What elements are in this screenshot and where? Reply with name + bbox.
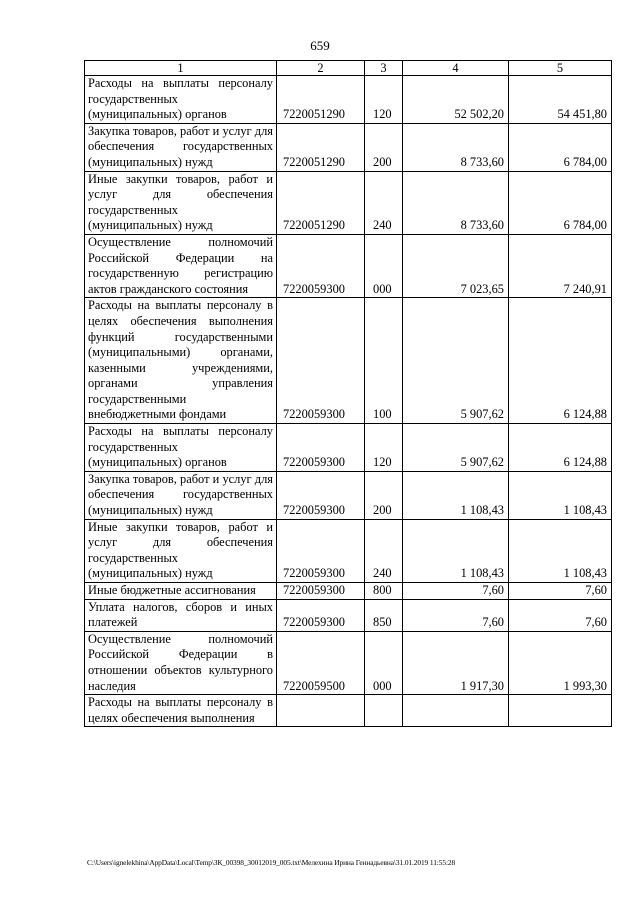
row-target-code: 7220059300 <box>277 424 365 472</box>
row-expense-type: 800 <box>365 583 403 600</box>
row-amount-year-2: 6 124,88 <box>509 298 612 424</box>
row-amount-year-1: 52 502,20 <box>403 76 509 124</box>
row-expense-type <box>365 695 403 727</box>
row-amount-year-1: 5 907,62 <box>403 298 509 424</box>
row-amount-year-1 <box>403 695 509 727</box>
row-amount-year-1: 8 733,60 <box>403 123 509 171</box>
row-expense-type: 200 <box>365 471 403 519</box>
table-row <box>85 519 612 582</box>
row-amount-year-1: 8 733,60 <box>403 171 509 234</box>
row-target-code: 7220051290 <box>277 123 365 171</box>
row-target-code: 7220059300 <box>277 599 365 631</box>
row-target-code: 7220059300 <box>277 583 365 600</box>
row-amount-year-1: 1 108,43 <box>403 471 509 519</box>
row-amount-year-2: 7,60 <box>509 599 612 631</box>
footer-file-path: C:\Users\ignelekhina\AppData\Local\Temp\ЗК_00398_30012019_005.txt\Мелехина Ирина Геннадьевна\31.01.2019 11:55:28 <box>87 858 456 867</box>
page-number: 659 <box>310 38 330 53</box>
row-amount-year-2: 1 108,43 <box>509 519 612 582</box>
row-expense-type: 240 <box>365 171 403 234</box>
row-target-code: 7220051290 <box>277 76 365 124</box>
table-row <box>85 424 612 472</box>
row-target-code <box>277 695 365 727</box>
row-target-code: 7220059300 <box>277 519 365 582</box>
table-row <box>85 171 612 234</box>
table-row <box>85 695 612 727</box>
header-col-1: 1 <box>85 61 277 76</box>
table-row <box>85 583 612 600</box>
table-row <box>85 631 612 694</box>
row-amount-year-1: 5 907,62 <box>403 424 509 472</box>
row-target-code: 7220059300 <box>277 471 365 519</box>
header-col-3: 3 <box>365 61 403 76</box>
row-name: Расходы на выплаты персоналу государственных (муниципальных) органов <box>85 76 277 124</box>
row-name: Расходы на выплаты персоналу в целях обеспечения выполнения <box>85 695 277 727</box>
row-expense-type: 120 <box>365 76 403 124</box>
row-amount-year-2: 1 993,30 <box>509 631 612 694</box>
row-name: Иные закупки товаров, работ и услуг для обеспечения государственных (муниципальных) нужд <box>85 171 277 234</box>
table-row <box>85 599 612 631</box>
row-amount-year-1: 1 108,43 <box>403 519 509 582</box>
row-expense-type: 240 <box>365 519 403 582</box>
row-amount-year-2: 6 784,00 <box>509 123 612 171</box>
row-target-code: 7220051290 <box>277 171 365 234</box>
table-row <box>85 123 612 171</box>
row-amount-year-2: 7 240,91 <box>509 234 612 297</box>
table-row <box>85 298 612 424</box>
row-amount-year-1: 7 023,65 <box>403 234 509 297</box>
row-name: Иные закупки товаров, работ и услуг для обеспечения государственных (муниципальных) нужд <box>85 519 277 582</box>
row-expense-type: 850 <box>365 599 403 631</box>
table-row <box>85 76 612 124</box>
row-amount-year-1: 7,60 <box>403 583 509 600</box>
budget-table <box>84 60 612 727</box>
row-amount-year-2: 6 124,88 <box>509 424 612 472</box>
header-col-5: 5 <box>509 61 612 76</box>
row-amount-year-2: 6 784,00 <box>509 171 612 234</box>
row-expense-type: 000 <box>365 631 403 694</box>
row-expense-type: 100 <box>365 298 403 424</box>
header-col-2: 2 <box>277 61 365 76</box>
row-expense-type: 120 <box>365 424 403 472</box>
row-amount-year-2: 1 108,43 <box>509 471 612 519</box>
table-row <box>85 471 612 519</box>
row-expense-type: 000 <box>365 234 403 297</box>
header-col-4: 4 <box>403 61 509 76</box>
table-header-row <box>85 61 612 76</box>
table-row <box>85 234 612 297</box>
row-name: Осуществление полномочий Российской Федерации в отношении объектов культурного наследия <box>85 631 277 694</box>
row-name: Расходы на выплаты персоналу государственных (муниципальных) органов <box>85 424 277 472</box>
row-name: Иные бюджетные ассигнования <box>85 583 277 600</box>
row-target-code: 7220059500 <box>277 631 365 694</box>
row-amount-year-1: 1 917,30 <box>403 631 509 694</box>
row-name: Расходы на выплаты персоналу в целях обеспечения выполнения функций государственными (муниципальными) органами, казенными учреждениями, органами управления государственными внебюджетными фондами <box>85 298 277 424</box>
row-amount-year-2: 7,60 <box>509 583 612 600</box>
row-amount-year-1: 7,60 <box>403 599 509 631</box>
row-target-code: 7220059300 <box>277 298 365 424</box>
row-amount-year-2: 54 451,80 <box>509 76 612 124</box>
row-name: Уплата налогов, сборов и иных платежей <box>85 599 277 631</box>
row-target-code: 7220059300 <box>277 234 365 297</box>
row-amount-year-2 <box>509 695 612 727</box>
row-name: Закупка товаров, работ и услуг для обеспечения государственных (муниципальных) нужд <box>85 471 277 519</box>
row-name: Осуществление полномочий Российской Федерации на государственную регистрацию актов гражданского состояния <box>85 234 277 297</box>
row-expense-type: 200 <box>365 123 403 171</box>
table-body <box>85 76 612 727</box>
row-name: Закупка товаров, работ и услуг для обеспечения государственных (муниципальных) нужд <box>85 123 277 171</box>
